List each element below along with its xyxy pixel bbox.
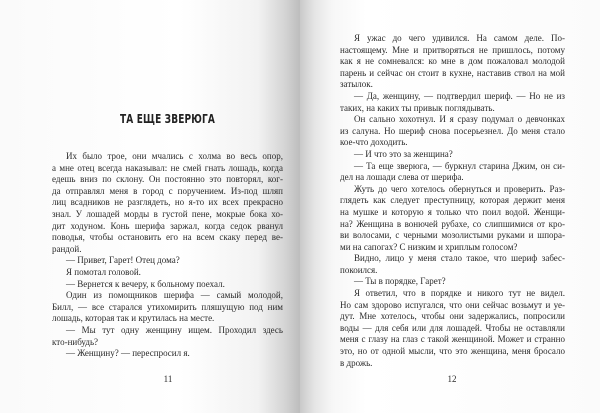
- text-line: — Та еще зверюга, — буркнул старина Джим, он си-: [354, 160, 565, 171]
- right-page: [300, 0, 600, 413]
- text-line: едешь вниз по склону. Он постоянно это повторял, ког-: [52, 174, 283, 185]
- text-line: ми на сапогах? С низким и хриплым голосом?: [340, 241, 518, 252]
- text-line: — Ты в порядке, Гарет?: [354, 276, 446, 287]
- paragraph: [52, 267, 283, 279]
- text-line: ви волосами, с черными мозолистыми руками и шпора-: [340, 230, 565, 241]
- text-line: настоящему. Мне и притворяться не пришлось, потому: [340, 44, 565, 55]
- text-line: парень и сейчас он стоит в кухне, наставив ствол на мой: [340, 67, 565, 78]
- text-line: из салуна. Но шериф снова посерьезнел. До меня стало: [340, 125, 565, 136]
- chapter-title: ТА ЕЩЕ ЗВЕРЮГА: [120, 112, 215, 126]
- text-line: Жуть до чего хотелось обернуться и проверить. Раз-: [354, 183, 565, 194]
- paragraph: [340, 288, 565, 369]
- text-line: а мне отец всегда наказывал: не смей гнать лошадь, когда: [52, 162, 283, 173]
- text-line: — Да, женщину, — подтвердил шериф. — Но не из: [354, 90, 565, 101]
- text-line: Я ужас до чего удивился. На самом деле. По-: [354, 33, 565, 43]
- text-line: на? Женщина в вонючей рубахе, со слипшимися от кро-: [340, 218, 565, 229]
- left-page-text: [52, 151, 283, 360]
- paragraph: [52, 290, 283, 325]
- text-line: лиц всадников не разглядеть, но я-то их всех прекрасно: [52, 197, 283, 208]
- paragraph: [52, 279, 283, 291]
- paragraph: [340, 91, 565, 114]
- text-line: дел на лошади слева от шерифа.: [340, 172, 464, 183]
- paragraph: [340, 33, 565, 91]
- text-line: покоился.: [340, 264, 378, 275]
- text-line: — Привет, Гарет! Отец дома?: [66, 255, 180, 266]
- text-line: Один из помощников шерифа — самый молодой,: [66, 290, 283, 301]
- text-line: — Вернется к вечеру, к больному поехал.: [66, 278, 225, 289]
- text-line: Билл, — все старался утихомирить пляшущую под ним: [52, 301, 283, 312]
- text-line: Их было трое, они мчались с холма во весь опор,: [66, 151, 283, 161]
- paragraph: [340, 149, 565, 161]
- text-line: Видно, лицо у меня стало такое, что шериф забес-: [354, 253, 565, 264]
- paragraph: [52, 255, 283, 267]
- page-number: 11: [163, 374, 173, 384]
- paragraph: [340, 161, 565, 184]
- text-line: Я ответил, что в порядке и никого тут не видел.: [354, 288, 565, 299]
- text-line: дит ходуном. Конь шерифа заржал, когда седок рванул: [52, 220, 283, 231]
- text-line: — И что это за женщина?: [354, 148, 453, 159]
- text-line: поводья, чтобы остановить его на всем скаку перед ве-: [52, 232, 283, 243]
- text-line: знал. У лошадей морды в густой пене, мокрые бока хо-: [52, 208, 283, 219]
- right-page-text: [340, 33, 565, 369]
- paragraph: [340, 253, 565, 276]
- page-number: 12: [447, 374, 457, 384]
- text-line: кто-нибудь?: [52, 336, 99, 347]
- text-line: таких, на каких ты привык поглядывать.: [340, 102, 495, 113]
- text-line: это, но от одной мысли, что это женщина, меня бросало: [340, 346, 565, 357]
- text-line: Но сам здорово испугался, что они сейчас возьмут и уе-: [340, 299, 565, 310]
- text-line: на мушке и которую я только что поил водой. Женщи-: [340, 206, 565, 217]
- paragraph: [52, 348, 283, 360]
- text-line: в дрожь.: [340, 357, 373, 368]
- text-line: затылок.: [340, 79, 373, 90]
- text-line: кое-что доходить.: [340, 137, 408, 148]
- text-line: рандой.: [52, 243, 82, 254]
- text-line: дут. Мне хотелось, чтобы они задержались, попросили: [340, 311, 565, 322]
- paragraph: [52, 151, 283, 255]
- text-line: да отправлял меня в город с поручением. Из-под шляп: [52, 185, 283, 196]
- text-line: Я помотал головой.: [66, 266, 141, 277]
- text-line: Он сально хохотнул. И я сразу подумал о девчонках: [354, 114, 565, 125]
- paragraph: [340, 114, 565, 149]
- text-line: глядеть как следует преступницу, которая держит меня: [340, 195, 565, 206]
- text-line: меня с глазу на глаз с такой женщиной. Может и странно: [340, 334, 565, 345]
- text-line: лошадь, которая так и крутилась на месте.: [52, 313, 215, 324]
- paragraph: [340, 276, 565, 288]
- text-line: — Женщину? — переспросил я.: [66, 348, 190, 359]
- paragraph: [52, 325, 283, 348]
- text-line: — Мы тут одну женщину ищем. Проходил здесь: [66, 324, 283, 335]
- text-line: как я не сомневался: ко мне в дом пожаловал молодой: [340, 56, 565, 67]
- paragraph: [340, 184, 565, 254]
- text-line: воды — для себя или для лошадей. Чтобы не оставляли: [340, 322, 565, 333]
